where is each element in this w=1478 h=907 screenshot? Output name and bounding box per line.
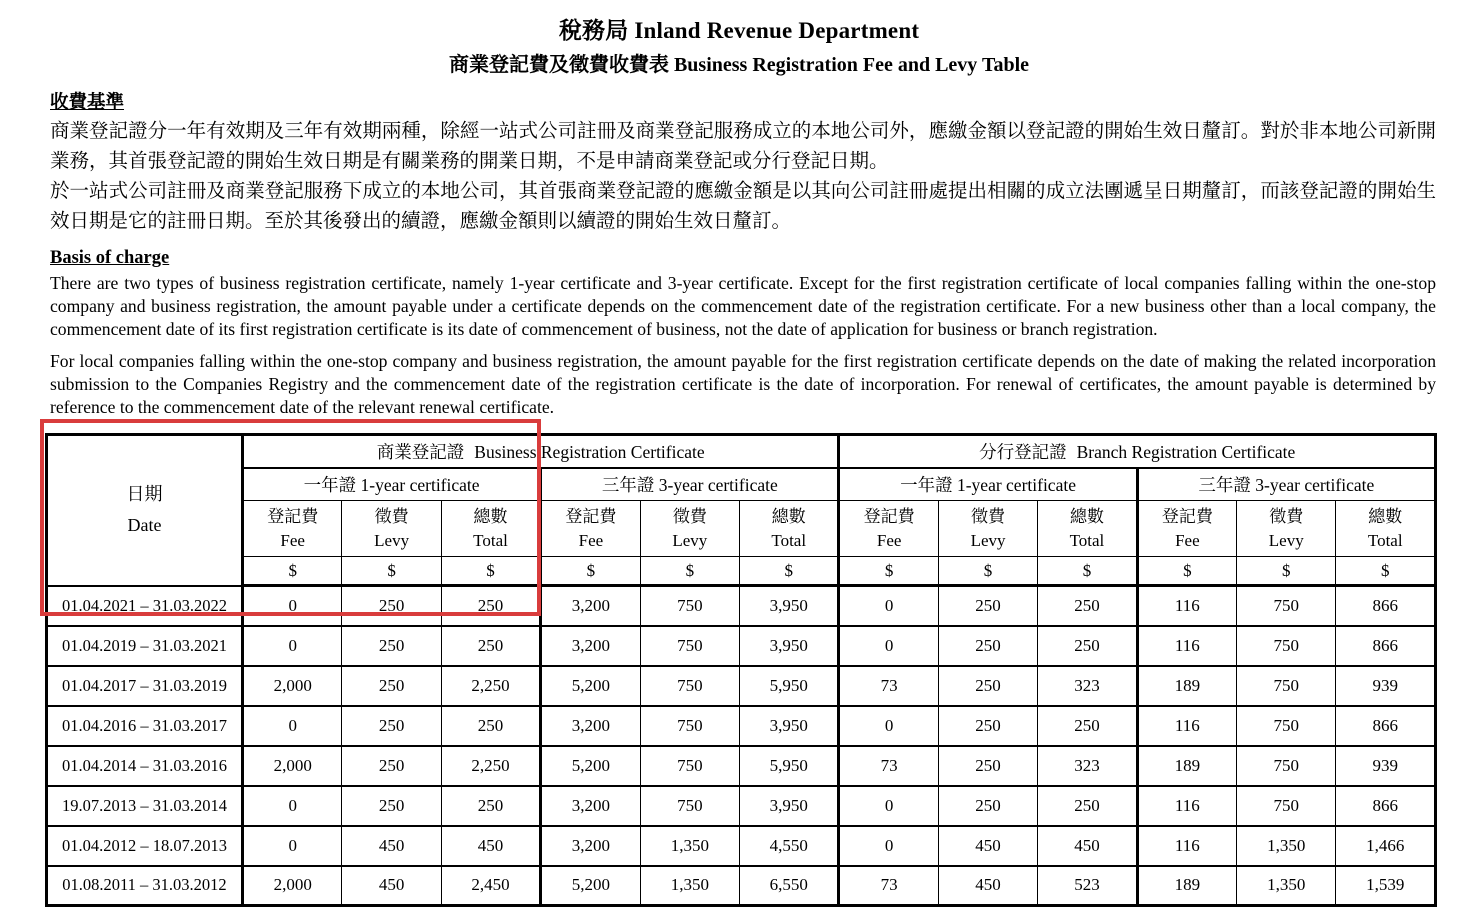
- currency-cell: $: [342, 557, 441, 586]
- fee-value-cell: 250: [938, 706, 1037, 746]
- group-header-branch: [839, 435, 1436, 468]
- fee-value-cell: 250: [342, 626, 441, 666]
- fee-table: [45, 433, 1437, 907]
- fee-value-cell: 5,950: [740, 666, 839, 706]
- fee-value-cell: 3,950: [740, 626, 839, 666]
- fee-value-cell: 866: [1336, 626, 1436, 666]
- fee-value-cell: 750: [1237, 666, 1336, 706]
- fee-value-cell: 116: [1137, 706, 1236, 746]
- fee-value-cell: 250: [342, 586, 441, 626]
- fee-value-cell: 2,000: [243, 746, 342, 786]
- col-header-fee: 登記費 Fee: [243, 501, 342, 557]
- fee-value-cell: 3,200: [541, 826, 640, 866]
- fee-value-cell: 189: [1137, 746, 1236, 786]
- fee-value-cell: 5,200: [541, 666, 640, 706]
- subgroup-branch-1year: 一年證 1-year certificate: [839, 468, 1137, 501]
- currency-cell: $: [1237, 557, 1336, 586]
- fee-value-cell: 250: [342, 786, 441, 826]
- fee-value-cell: 750: [1237, 706, 1336, 746]
- fee-value-cell: 189: [1137, 866, 1236, 906]
- fee-value-cell: 0: [243, 706, 342, 746]
- table-row: [47, 586, 1436, 626]
- col-header-fee: 登記費 Fee: [839, 501, 938, 557]
- currency-cell: $: [243, 557, 342, 586]
- basis-paragraph-zh-2: 於一站式公司註冊及商業登記服務下成立的本地公司，其首張商業登記證的應繳金額是以其向公司註冊處提出相關的成立法團遞呈日期釐訂，而該登記證的開始生效日期是它的註冊日期。至於其後發出的續證，應繳金額則以續證的開始生效日釐訂。: [50, 181, 1436, 232]
- fee-value-cell: 0: [839, 586, 938, 626]
- fee-value-cell: 1,350: [1237, 866, 1336, 906]
- fee-value-cell: 750: [1237, 626, 1336, 666]
- fee-value-cell: 2,250: [441, 666, 540, 706]
- fee-value-cell: 2,000: [243, 666, 342, 706]
- fee-value-cell: 523: [1038, 866, 1137, 906]
- date-range-cell: 01.04.2014 – 31.03.2016: [47, 746, 243, 786]
- fee-value-cell: 450: [342, 866, 441, 906]
- fee-value-cell: 6,550: [740, 866, 839, 906]
- fee-value-cell: 250: [441, 706, 540, 746]
- fee-value-cell: 323: [1038, 746, 1137, 786]
- fee-value-cell: 750: [640, 626, 739, 666]
- fee-value-cell: 1,539: [1336, 866, 1436, 906]
- fee-value-cell: 3,200: [541, 706, 640, 746]
- fee-value-cell: 0: [243, 586, 342, 626]
- group-branch-en: Branch Registration Certificate: [1076, 441, 1296, 462]
- fee-value-cell: 866: [1336, 586, 1436, 626]
- fee-value-cell: 250: [342, 666, 441, 706]
- fee-value-cell: 250: [938, 626, 1037, 666]
- fee-value-cell: 116: [1137, 786, 1236, 826]
- fee-value-cell: 0: [243, 626, 342, 666]
- fee-value-cell: 3,950: [740, 786, 839, 826]
- date-range-cell: 01.08.2011 – 31.03.2012: [47, 866, 243, 906]
- fee-value-cell: 116: [1137, 586, 1236, 626]
- col-header-levy: 徵費 Levy: [1237, 501, 1336, 557]
- column-labels-row: [47, 501, 1436, 557]
- currency-cell: $: [1137, 557, 1236, 586]
- fee-value-cell: 2,450: [441, 866, 540, 906]
- date-header-en: Date: [127, 515, 162, 536]
- fee-value-cell: 3,950: [740, 586, 839, 626]
- currency-cell: $: [441, 557, 540, 586]
- fee-value-cell: 939: [1336, 746, 1436, 786]
- fee-value-cell: 73: [839, 666, 938, 706]
- fee-value-cell: 3,200: [541, 626, 640, 666]
- currency-cell: $: [839, 557, 938, 586]
- fee-value-cell: 250: [1038, 586, 1137, 626]
- fee-value-cell: 0: [839, 786, 938, 826]
- fee-value-cell: 750: [1237, 746, 1336, 786]
- fee-value-cell: 116: [1137, 626, 1236, 666]
- fee-value-cell: 5,200: [541, 866, 640, 906]
- title-en: Inland Revenue Department: [634, 18, 920, 43]
- table-row: [47, 826, 1436, 866]
- date-range-cell: 01.04.2021 – 31.03.2022: [47, 586, 243, 626]
- col-header-levy: 徵費 Levy: [938, 501, 1037, 557]
- subtitle-en: Business Registration Fee and Levy Table: [673, 54, 1030, 76]
- fee-value-cell: 750: [1237, 786, 1336, 826]
- fee-value-cell: 250: [342, 746, 441, 786]
- basis-heading-zh: 收費基準: [50, 93, 125, 113]
- currency-cell: $: [640, 557, 739, 586]
- fee-value-cell: 450: [938, 866, 1037, 906]
- basis-heading-en: Basis of charge: [50, 248, 170, 268]
- subgroup-business-1year: 一年證 1-year certificate: [243, 468, 541, 501]
- table-row: [47, 666, 1436, 706]
- basis-paragraph-en-1: There are two types of business registration certificate, namely 1-year certificate and 3-year certificate. Except for the first registration certificate of local companies falling within the one-stop company and business registration, the amount payable under a certificate depends on the commencement date of the registration certificate. For a new business other than a local company, the commencement date of its first registration certificate is its date of commencement of business, not the date of application for business or branch registration.: [50, 273, 1436, 340]
- fee-value-cell: 1,350: [1237, 826, 1336, 866]
- table-row: [47, 746, 1436, 786]
- fee-value-cell: 2,000: [243, 866, 342, 906]
- fee-value-cell: 4,550: [740, 826, 839, 866]
- date-range-cell: 01.04.2017 – 31.03.2019: [47, 666, 243, 706]
- currency-row: [47, 557, 1436, 586]
- date-column-header: [47, 435, 243, 586]
- fee-value-cell: 0: [243, 786, 342, 826]
- col-header-total: 總數 Total: [740, 501, 839, 557]
- subtitle-zh: 商業登記費及徵費收費表: [448, 54, 669, 76]
- fee-value-cell: 250: [342, 706, 441, 746]
- fee-value-cell: 250: [1038, 706, 1137, 746]
- fee-value-cell: 116: [1137, 826, 1236, 866]
- fee-value-cell: 73: [839, 746, 938, 786]
- fee-value-cell: 0: [839, 826, 938, 866]
- fee-value-cell: 73: [839, 866, 938, 906]
- fee-value-cell: 250: [1038, 626, 1137, 666]
- group-branch-zh: 分行登記證: [979, 441, 1067, 462]
- fee-value-cell: 750: [640, 746, 739, 786]
- group-header-business: [243, 435, 839, 468]
- fee-value-cell: 750: [640, 706, 739, 746]
- group-business-en: Business Registration Certificate: [474, 441, 705, 462]
- date-range-cell: 01.04.2019 – 31.03.2021: [47, 626, 243, 666]
- table-row: [47, 866, 1436, 906]
- currency-cell: $: [1038, 557, 1137, 586]
- col-header-fee: 登記費 Fee: [541, 501, 640, 557]
- fee-value-cell: 750: [640, 586, 739, 626]
- col-header-levy: 徵費 Levy: [342, 501, 441, 557]
- currency-cell: $: [938, 557, 1037, 586]
- fee-value-cell: 450: [342, 826, 441, 866]
- basis-paragraph-en-2: For local companies falling within the one-stop company and business registration, the amount payable for the first registration certificate depends on the date of making the related incorporation submission to the Companies Registry and the commencement date of the registration certificate is the date of incorporation. For renewal of certificates, the amount payable is determined by reference to the commencement date of the relevant renewal certificate.: [50, 350, 1436, 418]
- document-subtitle: [0, 48, 1478, 77]
- group-business-zh: 商業登記證: [376, 441, 465, 462]
- basis-paragraph-zh-1: 商業登記證分一年有效期及三年有效期兩種，除經一站式公司註冊及商業登記服務成立的本地公司外，應繳金額以登記證的開始生效日釐訂。對於非本地公司新開業務，其首張登記證的開始生效日期是有關業務的開業日期，不是申請商業登記或分行登記日期。: [50, 121, 1436, 172]
- col-header-total: 總數 Total: [441, 501, 540, 557]
- title-zh: 稅務局: [558, 18, 629, 43]
- fee-value-cell: 866: [1336, 786, 1436, 826]
- col-header-fee: 登記費 Fee: [1137, 501, 1236, 557]
- col-header-total: 總數 Total: [1038, 501, 1137, 557]
- currency-cell: $: [740, 557, 839, 586]
- col-header-total: 總數 Total: [1336, 501, 1436, 557]
- subgroup-branch-3year: 三年證 3-year certificate: [1137, 468, 1435, 501]
- fee-value-cell: 5,200: [541, 746, 640, 786]
- fee-value-cell: 450: [938, 826, 1037, 866]
- table-row: [47, 786, 1436, 826]
- document-body: [50, 88, 1436, 419]
- fee-value-cell: 3,200: [541, 586, 640, 626]
- fee-value-cell: 450: [441, 826, 540, 866]
- fee-value-cell: 189: [1137, 666, 1236, 706]
- date-range-cell: 01.04.2012 – 18.07.2013: [47, 826, 243, 866]
- fee-table-body: [47, 586, 1436, 906]
- fee-value-cell: 450: [1038, 826, 1137, 866]
- fee-value-cell: 3,950: [740, 706, 839, 746]
- fee-value-cell: 939: [1336, 666, 1436, 706]
- table-row: [47, 626, 1436, 666]
- fee-value-cell: 866: [1336, 706, 1436, 746]
- fee-value-cell: 323: [1038, 666, 1137, 706]
- fee-value-cell: 750: [640, 786, 739, 826]
- date-header-zh: 日期: [126, 484, 163, 505]
- date-range-cell: 19.07.2013 – 31.03.2014: [47, 786, 243, 826]
- fee-value-cell: 250: [938, 666, 1037, 706]
- fee-value-cell: 1,466: [1336, 826, 1436, 866]
- fee-value-cell: 5,950: [740, 746, 839, 786]
- currency-cell: $: [541, 557, 640, 586]
- fee-value-cell: 1,350: [640, 826, 739, 866]
- fee-table-header: [47, 435, 1436, 586]
- subgroup-business-3year: 三年證 3-year certificate: [541, 468, 839, 501]
- fee-value-cell: 250: [1038, 786, 1137, 826]
- fee-value-cell: 250: [441, 586, 540, 626]
- fee-value-cell: 250: [938, 746, 1037, 786]
- fee-value-cell: 3,200: [541, 786, 640, 826]
- fee-value-cell: 0: [839, 706, 938, 746]
- fee-value-cell: 0: [243, 826, 342, 866]
- fee-value-cell: 250: [441, 626, 540, 666]
- fee-value-cell: 750: [640, 666, 739, 706]
- fee-value-cell: 250: [938, 586, 1037, 626]
- fee-value-cell: 250: [938, 786, 1037, 826]
- date-range-cell: 01.04.2016 – 31.03.2017: [47, 706, 243, 746]
- fee-value-cell: 0: [839, 626, 938, 666]
- fee-value-cell: 750: [1237, 586, 1336, 626]
- fee-value-cell: 1,350: [640, 866, 739, 906]
- currency-cell: $: [1336, 557, 1436, 586]
- fee-value-cell: 2,250: [441, 746, 540, 786]
- document-title: [0, 0, 1478, 45]
- fee-value-cell: 250: [441, 786, 540, 826]
- col-header-levy: 徵費 Levy: [640, 501, 739, 557]
- table-row: [47, 706, 1436, 746]
